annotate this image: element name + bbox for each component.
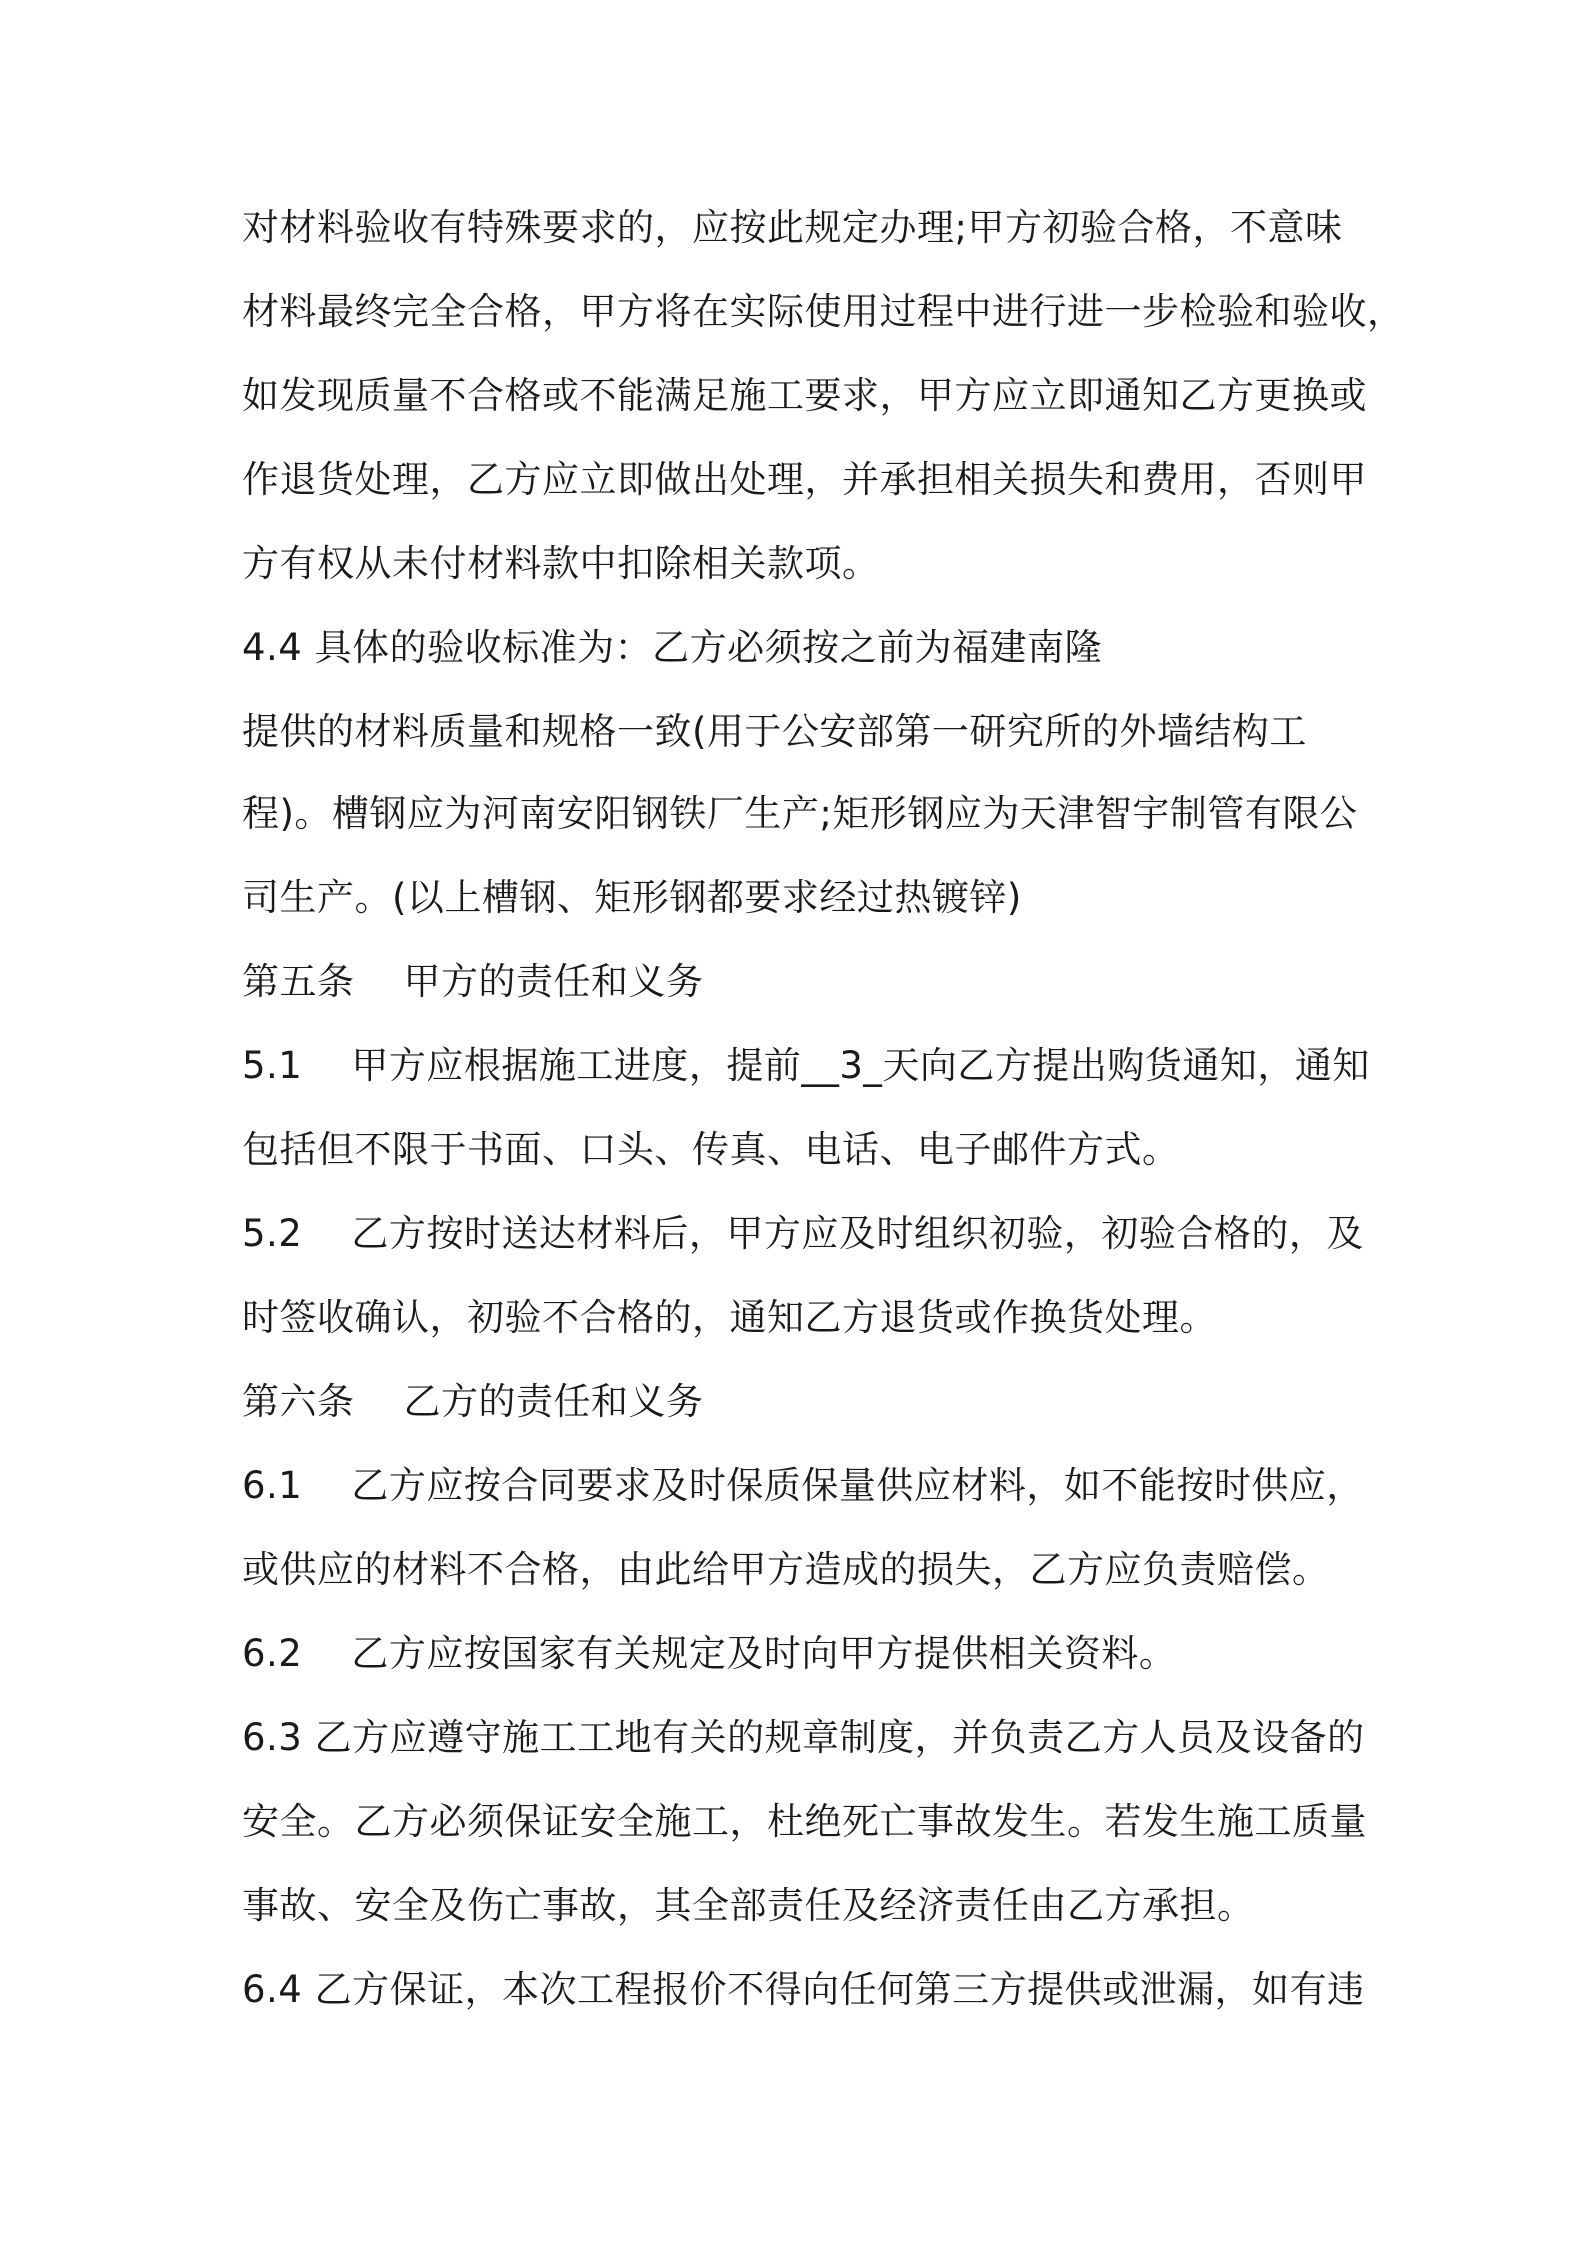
paragraph-line: 如发现质量不合格或不能满足施工要求，甲方应立即通知乙方更换或	[242, 374, 1367, 417]
paragraph-line: 程)。槽钢应为河南安阳钢铁厂生产;矩形钢应为天津智宇制管有限公	[242, 792, 1358, 835]
paragraph-line: 提供的材料质量和规格一致(用于公安部第一研究所的外墙结构工	[242, 710, 1307, 753]
clause-4-4-line: 4.4 具体的验收标准为：乙方必须按之前为福建南隆	[242, 626, 1103, 669]
clause-5-1-line: 5.1 甲方应根据施工进度，提前__3_天向乙方提出购货通知，通知	[242, 1044, 1370, 1087]
clause-6-1-line: 6.1 乙方应按合同要求及时保质保量供应材料，如不能按时供应，	[242, 1464, 1364, 1507]
paragraph-line: 材料最终完全合格，甲方将在实际使用过程中进行进一步检验和验收，	[242, 290, 1405, 333]
paragraph-line: 方有权从未付材料款中扣除相关款项。	[242, 542, 880, 585]
paragraph-line: 司生产。(以上槽钢、矩形钢都要求经过热镀锌)	[242, 876, 1022, 919]
clause-5-2-line: 5.2 乙方按时送达材料后，甲方应及时组织初验，初验合格的，及	[242, 1212, 1364, 1255]
article-6-heading: 第六条 乙方的责任和义务	[242, 1380, 704, 1423]
paragraph-line: 或供应的材料不合格，由此给甲方造成的损失，乙方应负责赔偿。	[242, 1548, 1330, 1591]
paragraph-line: 时签收确认，初验不合格的，通知乙方退货或作换货处理。	[242, 1296, 1217, 1339]
paragraph-line: 事故、安全及伤亡事故，其全部责任及经济责任由乙方承担。	[242, 1884, 1255, 1927]
paragraph-line: 对材料验收有特殊要求的，应按此规定办理;甲方初验合格，不意味	[242, 206, 1343, 249]
paragraph-line: 包括但不限于书面、口头、传真、电话、电子邮件方式。	[242, 1128, 1180, 1171]
paragraph-line: 安全。乙方必须保证安全施工，杜绝死亡事故发生。若发生施工质量	[242, 1800, 1367, 1843]
clause-6-3-line: 6.3 乙方应遵守施工工地有关的规章制度，并负责乙方人员及设备的	[242, 1716, 1365, 1759]
article-5-heading: 第五条 甲方的责任和义务	[242, 960, 704, 1003]
paragraph-line: 作退货处理，乙方应立即做出处理，并承担相关损失和费用，否则甲	[242, 458, 1367, 501]
clause-6-4-line: 6.4 乙方保证，本次工程报价不得向任何第三方提供或泄漏，如有违	[242, 1968, 1365, 2011]
clause-6-2-line: 6.2 乙方应按国家有关规定及时向甲方提供相关资料。	[242, 1632, 1177, 1675]
